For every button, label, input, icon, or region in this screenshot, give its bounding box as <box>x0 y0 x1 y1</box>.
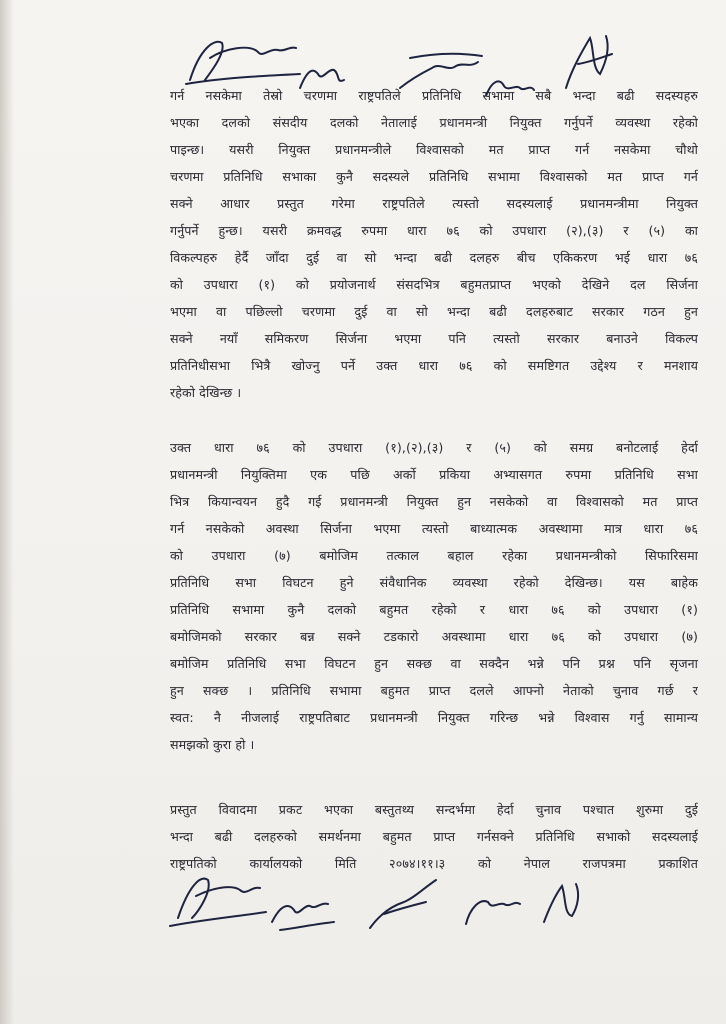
text-line: सक्ने आधार प्रस्तुत गरेमा राष्ट्रपतिले त्यस्तो सदस्यलाई प्रधानमन्त्रीमा नियुक्त <box>170 196 698 211</box>
signatures-bottom <box>0 858 726 942</box>
text-line: को उपधारा (१) को प्रयोजनार्थ संसदभित्र बहुमतप्राप्त भएको देखिने दल सिर्जना <box>170 277 698 292</box>
signature-1 <box>178 879 260 918</box>
text-line: बमोजिम प्रतिनिधि सभा विघटन हुन सक्छ वा सक्दैन भन्ने पनि प्रश्न पनि सृजना <box>170 656 698 671</box>
signature-4 <box>466 901 520 924</box>
text-line: पाइन्छ। यसरी नियुक्त प्रधानमन्त्रीले विश्वासको मत प्राप्त गर्न नसकेमा चौथो <box>170 142 698 157</box>
signature-5 <box>544 884 578 922</box>
signature-5 <box>566 36 612 88</box>
text-line: भित्र कियान्वयन हुदै गई प्रधानमन्त्री नियुक्त हुन नसकेको वा विश्वासको मत प्राप्त <box>170 494 698 509</box>
paragraph-2 <box>170 434 698 758</box>
text-line: राष्ट्रपतिको कार्यालयको मिति २०७४।११।३ को नेपाल राजपत्रमा प्रकाशित <box>170 856 698 871</box>
text-line: स्वत: नै नीजलाई राष्ट्रपतिबाट प्रधानमन्त्री नियुक्त गरिन्छ भन्ने विश्वास गर्नु सामान्य <box>170 710 698 725</box>
text-line: हुन सक्छ । प्रतिनिधि सभामा बहुमत प्राप्त दलले आफ्नो नेताको चुनाव गर्छ र <box>170 683 698 698</box>
text-line: चरणमा प्रतिनिधि सभाका कुनै सदस्यले प्रतिनिधि सभामा विश्वासको मत प्राप्त गर्न <box>170 169 698 184</box>
text-line: भएका दलको संसदीय दलको नेतालाई प्रधानमन्त्री नियुक्त गर्नुपर्ने व्यवस्था रहेको <box>170 115 698 130</box>
signature-2 <box>272 904 334 930</box>
text-line: गर्न नसकेको अवस्था सिर्जना भएमा त्यस्तो बाध्यात्मक अवस्थामा मात्र धारा ७६ <box>170 521 698 536</box>
text-line: समझको कुरा हो । <box>170 737 255 752</box>
text-line: भन्दा बढी दलहरुको समर्थनमा बहुमत प्राप्त गर्नसक्ने प्रतिनिधि सभाको सदस्यलाई <box>170 829 698 844</box>
text-line: प्रस्तुत विवादमा प्रकट भएका बस्तुतथ्य सन्दर्भमा हेर्दा चुनाव पश्चात शुरुमा दुई <box>170 802 698 817</box>
text-line: गर्न नसकेमा तेस्रो चरणमा राष्ट्रपतिले प्रतिनिधि सभामा सबै भन्दा बढी सदस्यहरु <box>170 88 698 103</box>
signatures-bottom-svg <box>0 858 726 942</box>
text-line: प्रतिनिधि सभामा कुनै दलको बहुमत रहेको र धारा ७६ को उपधारा (१) <box>170 602 698 617</box>
text-line: बमोजिमको सरकार बन्न सक्ने टडकारो अवस्थामा धारा ७६ को उपधारा (७) <box>170 629 698 644</box>
text-line: सक्ने नयाँ समिकरण सिर्जना भएमा पनि त्यस्तो सरकार बनाउने विकल्प <box>170 331 698 346</box>
text-line: प्रधानमन्त्री नियुक्तिमा एक पछि अर्को प्रकिया अभ्यासगत रुपमा प्रतिनिधि सभा <box>170 467 698 482</box>
paragraph-1 <box>170 82 698 406</box>
text-line: भएमा वा पछिल्लो चरणमा दुई वा सो भन्दा बढी दलहरुबाट सरकार गठन हुन <box>170 304 698 319</box>
text-line: विकल्पहरु हेर्दै जाँदा दुई वा सो भन्दा बढी दलहरु बीच एकिकरण भई धारा ७६ <box>170 250 698 265</box>
text-line: प्रतिनिधि सभा विघटन हुने संवैधानिक व्यवस्था रहेको देखिन्छ। यस बाहेक <box>170 575 698 590</box>
text-line: गर्नुपर्ने हुन्छ। यसरी क्रमवद्ध रुपमा धारा ७६ को उपधारा (२),(३) र (५) का <box>170 223 698 238</box>
text-line: प्रतिनिधीसभा भित्रै खोज्नु पर्ने उक्त धारा ७६ को समष्टिगत उद्देश्य र मनशाय <box>170 358 698 373</box>
text-line: उक्त धारा ७६ को उपधारा (१),(२),(३) र (५) को समग्र बनोटलाई हेर्दा <box>170 440 698 455</box>
text-line: रहेको देखिन्छ । <box>170 385 242 400</box>
text-line: को उपधारा (७) बमोजिम तत्काल बहाल रहेका प्रधानमन्त्रीको सिफारिसमा <box>170 548 698 563</box>
signature-3 <box>370 880 436 928</box>
